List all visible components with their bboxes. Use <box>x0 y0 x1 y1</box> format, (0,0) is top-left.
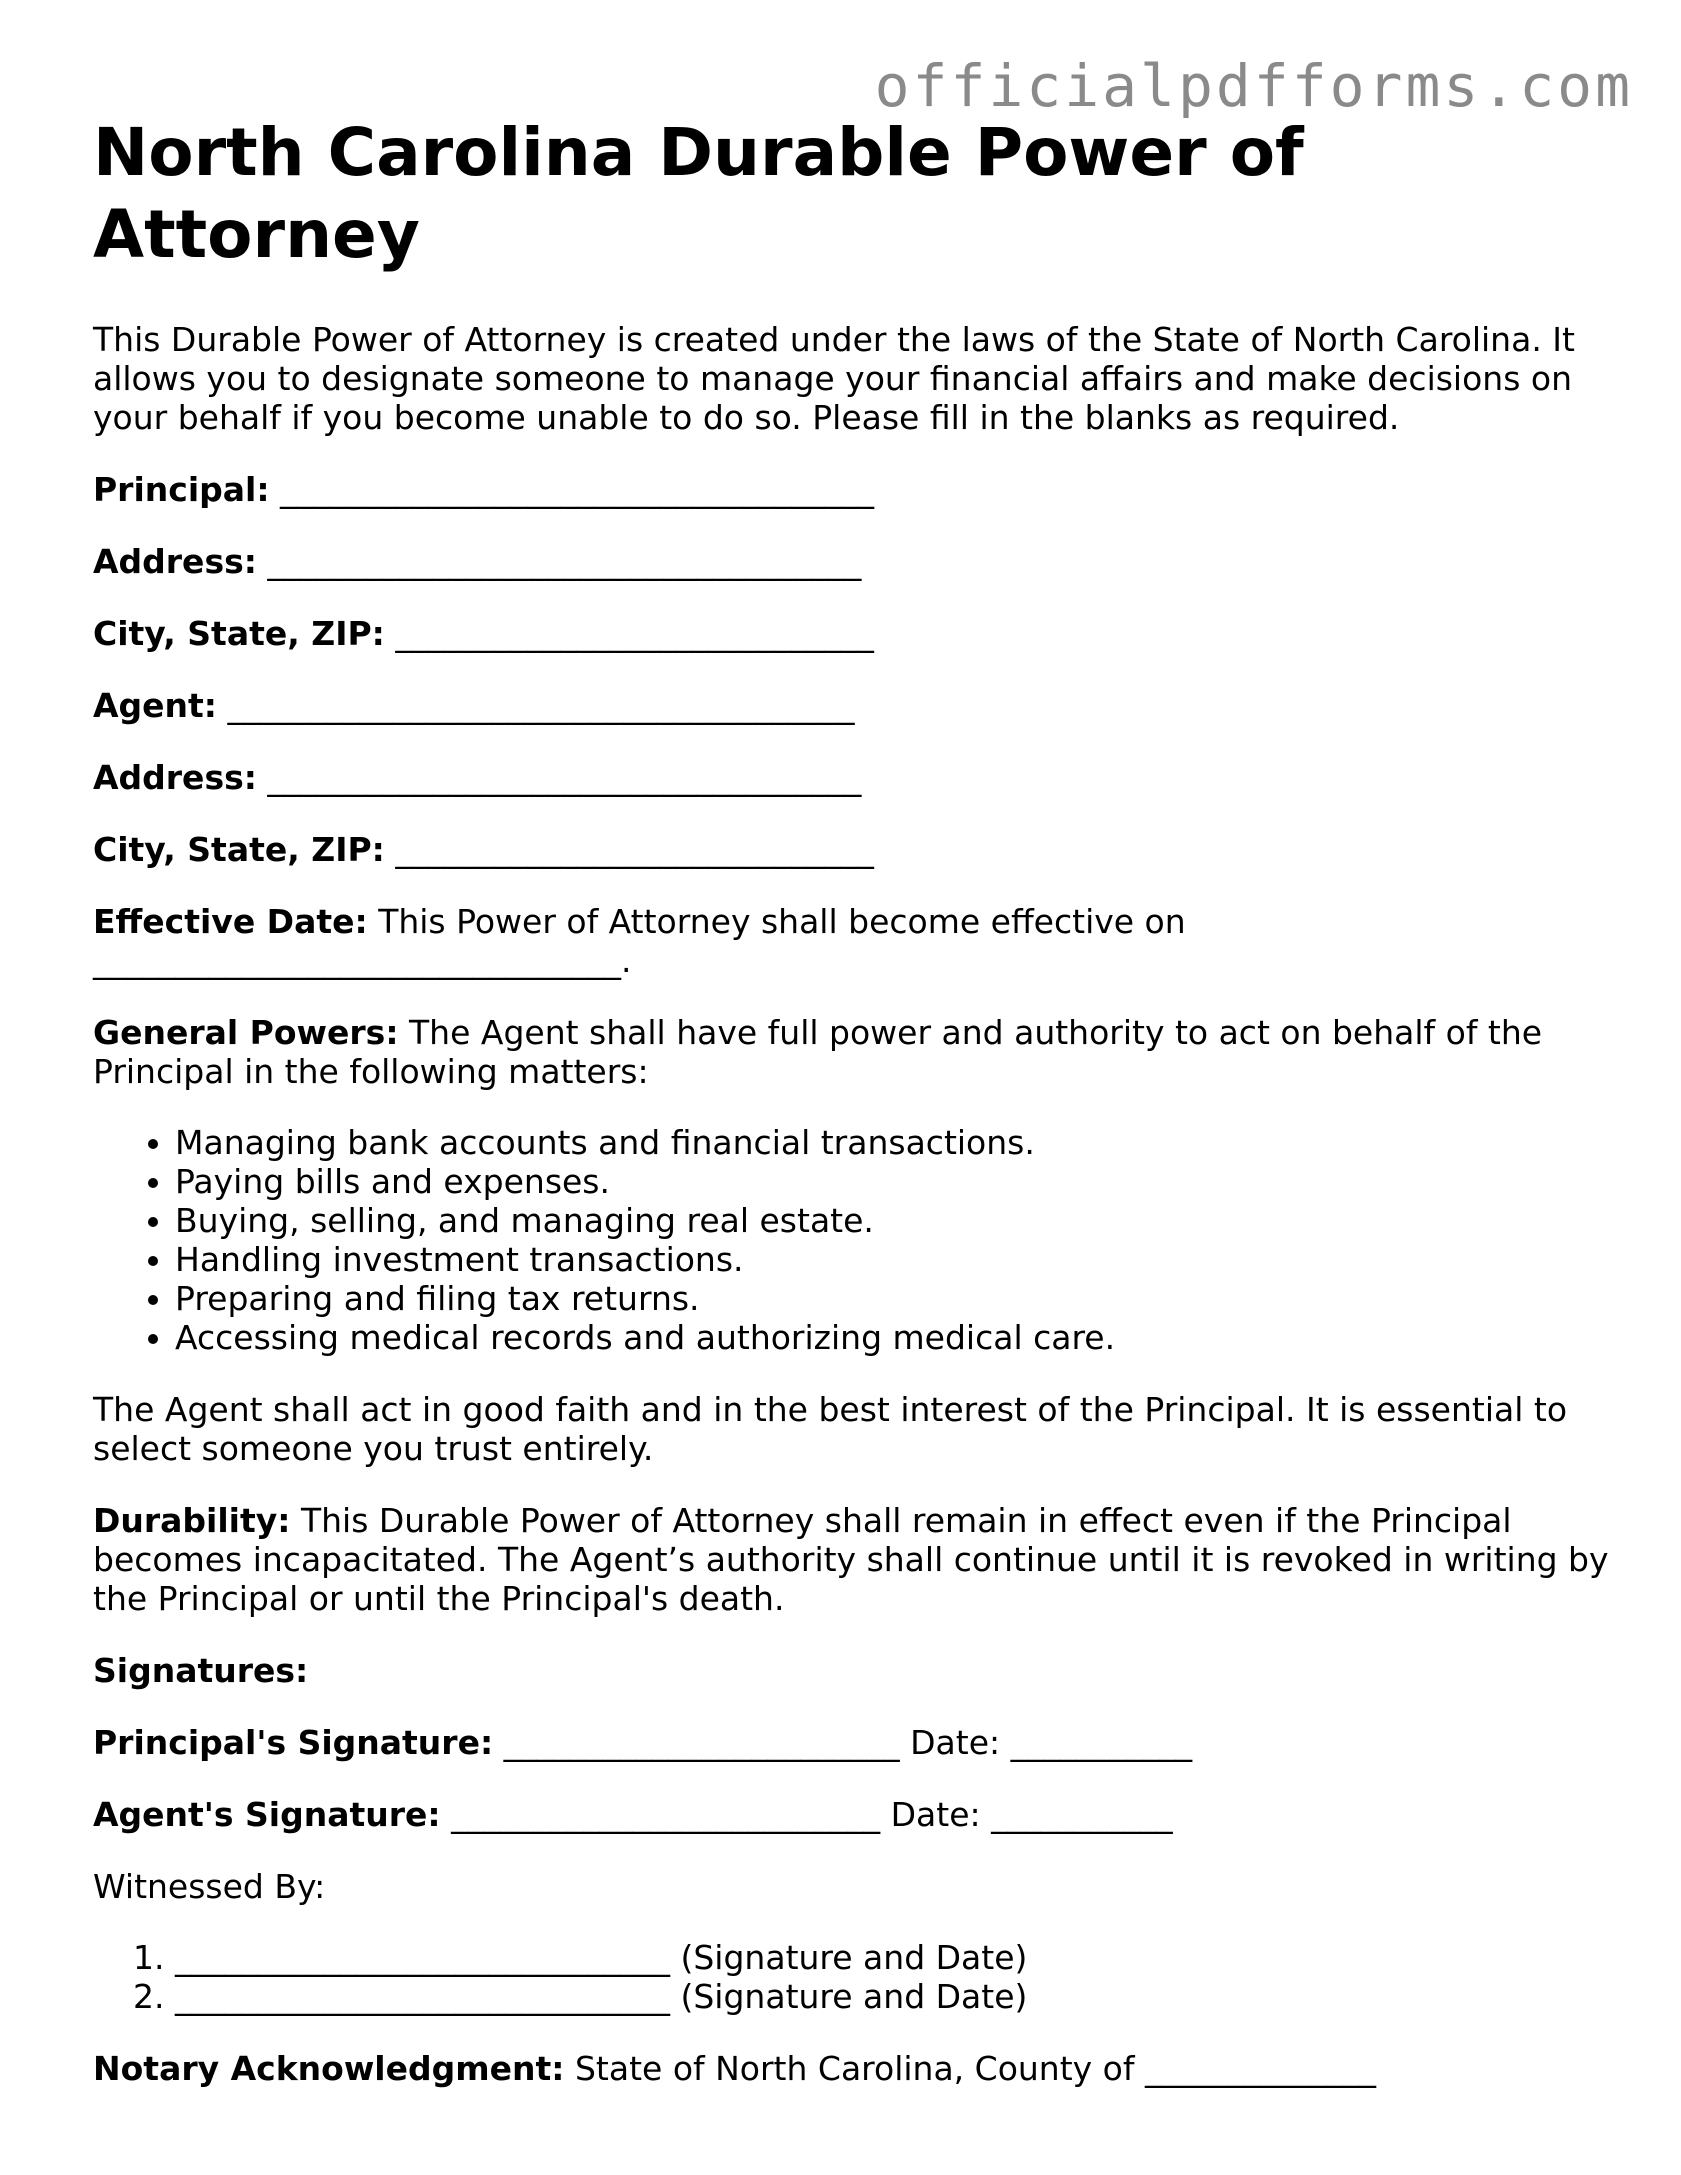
principal-field[interactable] <box>93 470 1613 509</box>
field-label: City, State, ZIP: <box>93 830 385 869</box>
list-item: • Handling investment transactions. <box>175 1240 1613 1279</box>
principal-signature-label: Principal's Signature: <box>93 1723 494 1762</box>
field-blank[interactable]: ____________________________________ <box>269 470 875 509</box>
witnessed-by-label: Witnessed By: <box>93 1867 326 1906</box>
witness-signature-line[interactable]: 2. ______________________________ (Signature and Date) <box>175 1977 1613 2016</box>
notary-text[interactable]: State of North Carolina, County of ______________ <box>564 2049 1376 2088</box>
list-item: • Buying, selling, and managing real estate. <box>175 1201 1613 1240</box>
list-item: • Paying bills and expenses. <box>175 1162 1613 1201</box>
field-blank[interactable]: ____________________________________ <box>256 758 862 797</box>
principal-address-field[interactable] <box>93 542 1613 581</box>
agent-city-state-zip-field[interactable] <box>93 830 1613 869</box>
principal-signature-field[interactable] <box>93 1723 1613 1762</box>
effective-date-label: Effective Date: <box>93 902 368 941</box>
notary-label: Notary Acknowledgment: <box>93 2049 565 2088</box>
signatures-heading-text: Signatures: <box>93 1651 309 1690</box>
field-label: Address: <box>93 758 257 797</box>
general-powers-text: The Agent shall have full power and authority to act on behalf of the Principal in the following matters: <box>93 1013 1543 1091</box>
principal-city-state-zip-field[interactable] <box>93 614 1613 653</box>
watermark: officialpdfforms.com <box>874 52 1633 120</box>
agent-signature-line[interactable]: __________________________ Date: ___________ <box>440 1795 1173 1834</box>
document <box>93 112 1613 2088</box>
list-item: • Managing bank accounts and financial transactions. <box>175 1123 1613 1162</box>
agent-address-field[interactable] <box>93 758 1613 797</box>
witness-list <box>93 1938 1613 2016</box>
signatures-heading <box>93 1651 1613 1690</box>
durability-section <box>93 1501 1613 1618</box>
effective-date-section <box>93 902 1613 980</box>
principal-signature-line[interactable]: ________________________ Date: ___________ <box>493 1723 1193 1762</box>
field-label: Agent: <box>93 686 218 725</box>
agent-signature-label: Agent's Signature: <box>93 1795 441 1834</box>
durability-text: This Durable Power of Attorney shall remain in effect even if the Principal becomes incapacitated. The Agent’s authority shall continue until it is revoked in writing by the Principal or until the Principal's death. <box>93 1501 1609 1618</box>
field-label: Principal: <box>93 470 270 509</box>
intro-paragraph: This Durable Power of Attorney is created under the laws of the State of North Carolina. It allows you to designate someone to manage your financial affairs and make decisions on your behalf if you become unable to do so. Please fill in the blanks as required. <box>93 320 1575 437</box>
notary-section <box>93 2049 1613 2088</box>
good-faith-paragraph: The Agent shall act in good faith and in the best interest of the Principal. It is essential to select someone you trust entirely. <box>93 1390 1568 1468</box>
general-powers-label: General Powers: <box>93 1013 399 1052</box>
powers-list <box>93 1123 1613 1357</box>
field-blank[interactable]: ____________________________________ <box>256 542 862 581</box>
effective-date-text: This Power of Attorney shall become effective on <box>367 902 1186 941</box>
field-blank[interactable]: ______________________________________ <box>217 686 855 725</box>
field-label: City, State, ZIP: <box>93 614 385 653</box>
durability-label: Durability: <box>93 1501 291 1540</box>
field-blank[interactable]: _____________________________ <box>384 830 874 869</box>
field-label: Address: <box>93 542 257 581</box>
agent-signature-field[interactable] <box>93 1795 1613 1834</box>
effective-date-blank[interactable]: ________________________________. <box>93 941 632 980</box>
witness-signature-line[interactable]: 1. ______________________________ (Signature and Date) <box>175 1938 1613 1977</box>
list-item: • Preparing and filing tax returns. <box>175 1279 1613 1318</box>
agent-field[interactable] <box>93 686 1613 725</box>
list-item: • Accessing medical records and authorizing medical care. <box>175 1318 1613 1357</box>
page-title: North Carolina Durable Power of Attorney <box>93 114 1304 273</box>
general-powers-section <box>93 1013 1613 1091</box>
field-blank[interactable]: _____________________________ <box>384 614 874 653</box>
